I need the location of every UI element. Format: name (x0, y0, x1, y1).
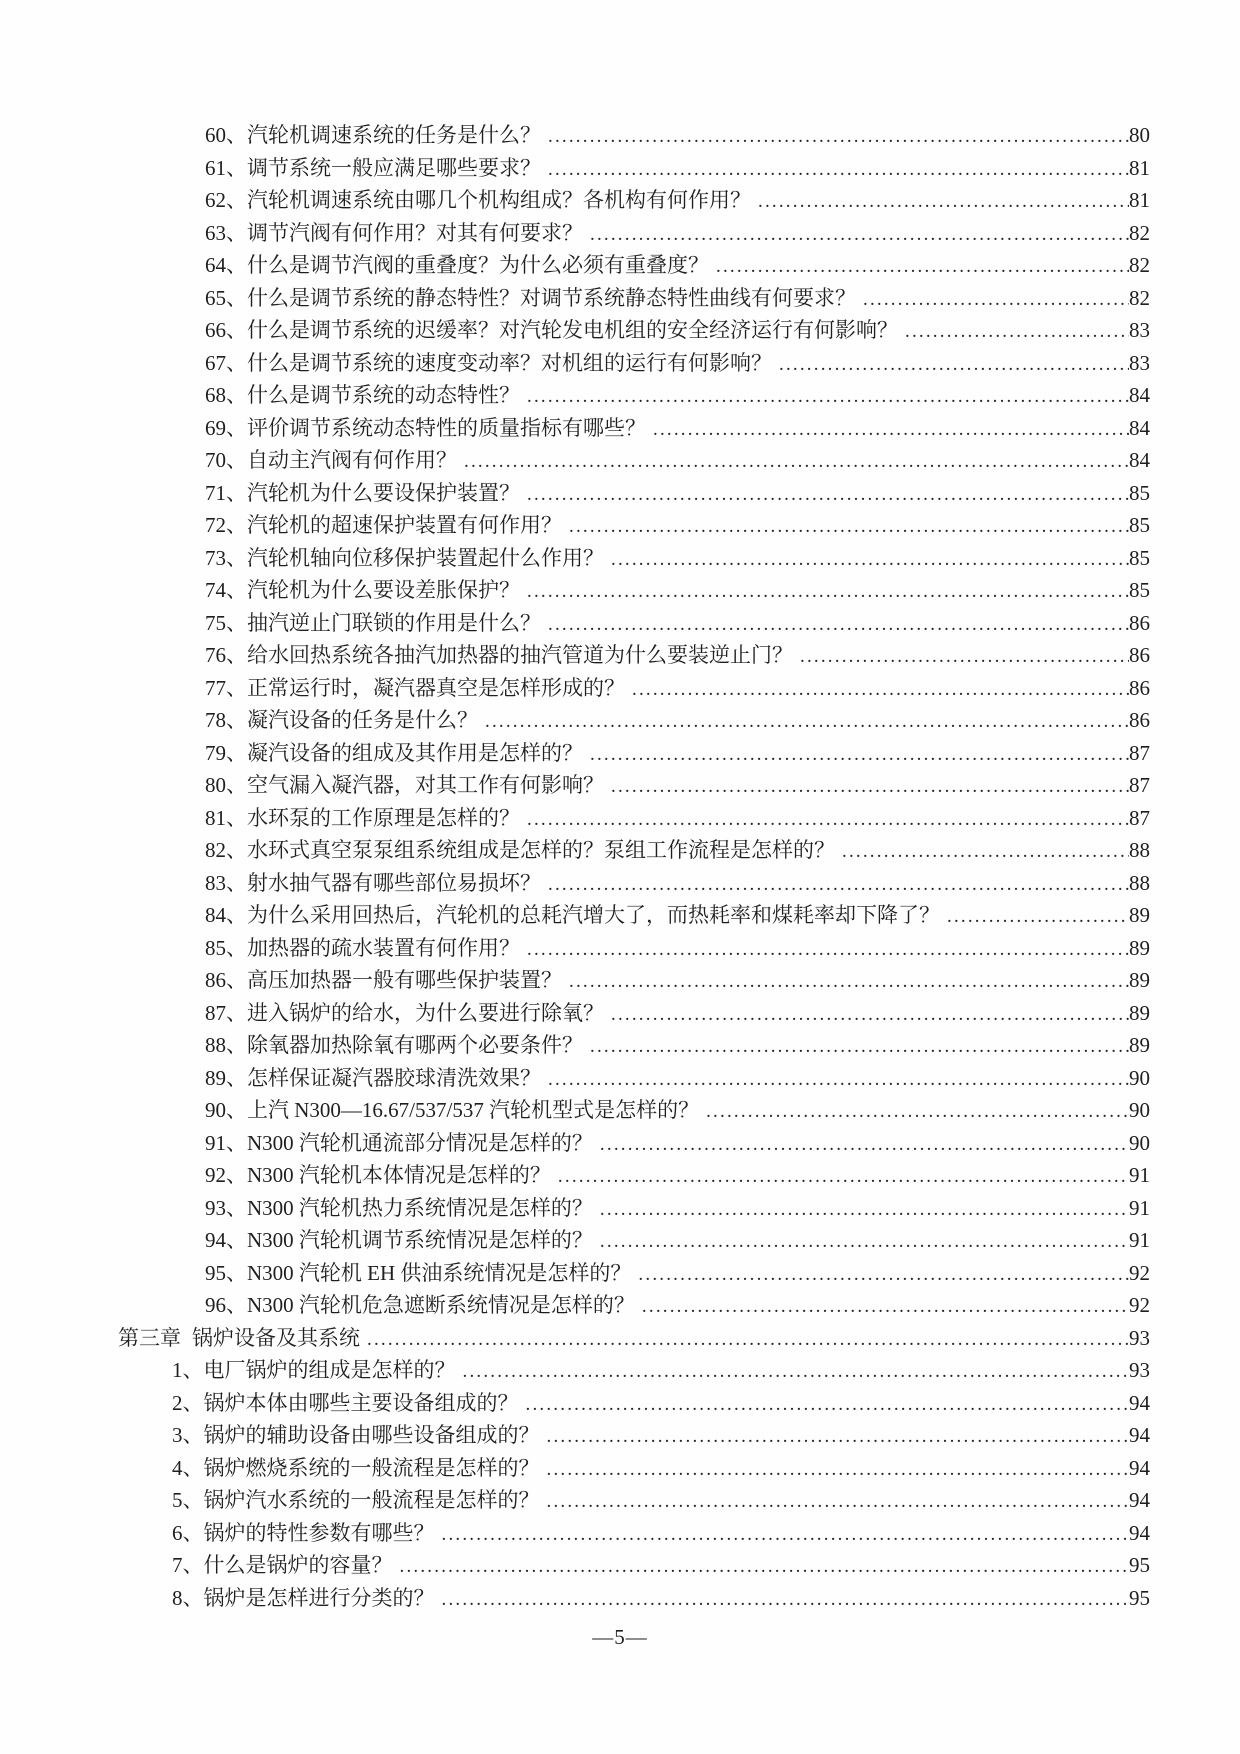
toc-entry-title: 高压加热器一般有哪些保护装置？ (247, 968, 562, 992)
toc-entry-title: N300 汽轮机调节系统情况是怎样的？ (247, 1228, 593, 1252)
toc-entry-page-number: 83 (1129, 350, 1150, 375)
toc-entry-number: 75、 (205, 610, 247, 635)
toc-entry-title: 锅炉是怎样进行分类的？ (203, 1585, 435, 1610)
toc-entry[interactable] (0, 119, 1240, 152)
dotted-leader (604, 771, 1129, 804)
toc-entry-page-number: 89 (1129, 968, 1150, 992)
toc-entry-title: 加热器的疏水装置有何作用？ (247, 935, 520, 960)
toc-entry-page-number: 89 (1129, 903, 1150, 927)
toc-entry-number: 74、 (205, 578, 247, 602)
toc-entry[interactable] (0, 542, 1240, 575)
dotted-leader (699, 1096, 1129, 1129)
toc-entry-page-number: 82 (1129, 220, 1150, 245)
dotted-leader (940, 901, 1129, 934)
toc-entry-page-number: 92 (1129, 1260, 1150, 1285)
toc-entry-number: 73、 (205, 545, 247, 570)
toc-entry-number: 65、 (205, 285, 247, 310)
toc-entry-title: 锅炉本体由哪些主要设备组成的？ (203, 1390, 519, 1415)
dotted-leader (772, 349, 1129, 382)
toc-entry-title: 什么是锅炉的容量？ (203, 1553, 393, 1577)
toc-entry[interactable] (0, 379, 1240, 412)
toc-entry-number: 85、 (205, 935, 247, 960)
toc-entry-number: 第三章 (118, 1325, 181, 1350)
toc-entry-page-number: 87 (1129, 773, 1150, 797)
toc-entry[interactable] (0, 347, 1240, 380)
toc-entry-page-number: 86 (1129, 675, 1150, 700)
toc-entry-page-number: 94 (1129, 1390, 1150, 1415)
toc-entry-number: 91、 (205, 1130, 247, 1155)
toc-entry-number: 60、 (205, 123, 247, 147)
toc-entry[interactable] (0, 1354, 1240, 1387)
dotted-leader (540, 1454, 1130, 1487)
dotted-leader (520, 479, 1129, 512)
toc-entry-number: 78、 (205, 708, 247, 732)
dotted-leader (898, 316, 1129, 349)
toc-entry-page-number: 91 (1129, 1228, 1150, 1252)
toc-entry-number: 61、 (205, 155, 247, 180)
toc-entry-title: 正常运行时，凝汽器真空是怎样形成的？ (247, 675, 625, 700)
toc-entry-title: 水环泵的工作原理是怎样的？ (247, 805, 520, 830)
toc-entry-title: 锅炉的辅助设备由哪些设备组成的？ (203, 1423, 540, 1447)
toc-entry-title: 什么是调节系统的速度变动率？对机组的运行有何影响？ (247, 350, 772, 375)
toc-entry-page-number: 80 (1129, 123, 1150, 147)
toc-entry-title: 锅炉设备及其系统 (192, 1325, 360, 1350)
toc-entry-page-number: 93 (1129, 1325, 1150, 1350)
toc-entry-title: N300 汽轮机危急遮断系统情况是怎样的？ (247, 1293, 635, 1317)
dotted-leader (540, 1486, 1130, 1519)
toc-entry-number: 6、 (172, 1520, 204, 1545)
toc-entry[interactable] (0, 802, 1240, 835)
toc-entry-page-number: 95 (1129, 1553, 1150, 1577)
toc-entry-page-number: 81 (1129, 188, 1150, 212)
toc-entry[interactable] (0, 867, 1240, 900)
toc-entry[interactable] (0, 1029, 1240, 1062)
toc-entry-number: 1、 (172, 1358, 204, 1382)
dotted-leader (604, 544, 1129, 577)
toc-entry[interactable] (0, 1419, 1240, 1452)
toc-entry-title: 什么是调节汽阀的重叠度？为什么必须有重叠度？ (247, 253, 709, 277)
toc-entry[interactable] (0, 1094, 1240, 1127)
dotted-leader (562, 966, 1129, 999)
toc-entry-title: 为什么采用回热后，汽轮机的总耗汽增大了，而热耗率和煤耗率却下降了？ (247, 903, 940, 927)
toc-entry-page-number: 90 (1129, 1130, 1150, 1155)
dotted-leader (635, 1291, 1129, 1324)
toc-entry[interactable] (0, 444, 1240, 477)
toc-entry-title: 水环式真空泵泵组系统组成是怎样的？泵组工作流程是怎样的？ (247, 838, 835, 862)
dotted-leader (583, 219, 1129, 252)
toc-entry-number: 80、 (205, 773, 247, 797)
toc-chapter-entry[interactable] (0, 1322, 1240, 1355)
toc-entry-title: 抽汽逆止门联锁的作用是什么？ (247, 610, 541, 635)
toc-entry-page-number: 91 (1129, 1195, 1150, 1220)
toc-entry[interactable] (0, 412, 1240, 445)
toc-entry-number: 68、 (205, 383, 247, 407)
toc-entry-number: 67、 (205, 350, 247, 375)
toc-entry-page-number: 86 (1129, 643, 1150, 667)
toc-entry-page-number: 85 (1129, 578, 1150, 602)
toc-entry-title: 汽轮机的超速保护装置有何作用？ (247, 513, 562, 537)
toc-entry-page-number: 86 (1129, 610, 1150, 635)
toc-entry-page-number: 92 (1129, 1293, 1150, 1317)
dotted-leader (541, 609, 1129, 642)
toc-entry[interactable] (0, 964, 1240, 997)
toc-entry-number: 76、 (205, 643, 247, 667)
toc-entry-page-number: 85 (1129, 480, 1150, 505)
toc-entry[interactable] (0, 1289, 1240, 1322)
dotted-leader (583, 739, 1129, 772)
dotted-leader (540, 1421, 1130, 1454)
toc-entry-title: 什么是调节系统的迟缓率？对汽轮发电机组的安全经济运行有何影响？ (247, 318, 898, 342)
toc-entry[interactable] (0, 282, 1240, 315)
toc-entry-number: 5、 (172, 1488, 204, 1512)
toc-entry-page-number: 84 (1129, 415, 1150, 440)
toc-entry-title: 评价调节系统动态特性的质量指标有哪些？ (247, 415, 646, 440)
toc-entry-title: 什么是调节系统的动态特性？ (247, 383, 520, 407)
toc-entry-title: 给水回热系统各抽汽加热器的抽汽管道为什么要装逆止门？ (247, 643, 793, 667)
dotted-leader (541, 154, 1129, 187)
toc-entry-page-number: 93 (1129, 1358, 1150, 1382)
dotted-leader (625, 674, 1129, 707)
dotted-leader (551, 1161, 1129, 1194)
toc-entry-title: 怎样保证凝汽器胶球清洗效果？ (247, 1065, 541, 1090)
toc-entry-number: 2、 (172, 1390, 204, 1415)
toc-entry-page-number: 84 (1129, 383, 1150, 407)
toc-entry-title: 自动主汽阀有何作用？ (247, 448, 457, 472)
toc-entry[interactable] (0, 477, 1240, 510)
toc-entry[interactable] (0, 314, 1240, 347)
toc-entry-number: 79、 (205, 740, 247, 765)
toc-entry-number: 4、 (172, 1455, 204, 1480)
dotted-leader (593, 1194, 1129, 1227)
page-footer-number: —5— (592, 1625, 648, 1649)
toc-entry-number: 93、 (205, 1195, 247, 1220)
toc-entry-number: 62、 (205, 188, 247, 212)
dotted-leader (435, 1519, 1130, 1552)
dotted-leader (541, 121, 1129, 154)
toc-entry-page-number: 88 (1129, 870, 1150, 895)
toc-entry[interactable] (0, 1192, 1240, 1225)
toc-entry-title: N300 汽轮机本体情况是怎样的？ (247, 1163, 551, 1187)
toc-entry[interactable] (0, 1062, 1240, 1095)
toc-entry[interactable] (0, 509, 1240, 542)
dotted-leader (393, 1551, 1130, 1584)
toc-entry[interactable] (0, 1517, 1240, 1550)
toc-entry[interactable] (0, 574, 1240, 607)
toc-entry-number: 84、 (205, 903, 247, 927)
dotted-leader (435, 1584, 1130, 1617)
toc-entry-number: 90、 (205, 1098, 247, 1122)
toc-entry-number: 8、 (172, 1585, 204, 1610)
toc-entry[interactable] (0, 1224, 1240, 1257)
toc-entry-number: 70、 (205, 448, 247, 472)
toc-entry[interactable] (0, 217, 1240, 250)
toc-entry-title: 凝汽设备的组成及其作用是怎样的？ (247, 740, 583, 765)
dotted-leader (520, 934, 1129, 967)
toc-entry-title: 锅炉的特性参数有哪些？ (203, 1520, 435, 1545)
toc-entry[interactable] (0, 704, 1240, 737)
toc-entry-number: 72、 (205, 513, 247, 537)
toc-entry[interactable] (0, 607, 1240, 640)
toc-entry-title: 汽轮机调速系统的任务是什么？ (247, 123, 541, 147)
dotted-leader (456, 1356, 1130, 1389)
toc-entry-number: 89、 (205, 1065, 247, 1090)
dotted-leader (646, 414, 1129, 447)
toc-entry-number: 63、 (205, 220, 247, 245)
toc-entry-page-number: 94 (1129, 1423, 1150, 1447)
toc-entry-title: 射水抽气器有哪些部位易损坏？ (247, 870, 541, 895)
toc-entry-number: 66、 (205, 318, 247, 342)
toc-entry-title: 进入锅炉的给水，为什么要进行除氧？ (247, 1000, 604, 1025)
toc-entry-page-number: 82 (1129, 253, 1150, 277)
dotted-leader (856, 284, 1129, 317)
toc-entry[interactable] (0, 899, 1240, 932)
toc-entry[interactable] (0, 1582, 1240, 1615)
toc-entry[interactable] (0, 1484, 1240, 1517)
toc-entry[interactable] (0, 932, 1240, 965)
toc-entry-title: 上汽 N300—16.67/537/537 汽轮机型式是怎样的？ (247, 1098, 700, 1122)
toc-entry-page-number: 87 (1129, 740, 1150, 765)
toc-entry-title: 凝汽设备的任务是什么？ (247, 708, 478, 732)
toc-entry-page-number: 83 (1129, 318, 1150, 342)
toc-entry-number: 69、 (205, 415, 247, 440)
toc-entry-title: 汽轮机为什么要设保护装置？ (247, 480, 520, 505)
toc-entry-page-number: 95 (1129, 1585, 1150, 1610)
toc-entry-page-number: 81 (1129, 155, 1150, 180)
dotted-leader (520, 576, 1129, 609)
toc-entry[interactable] (0, 1159, 1240, 1192)
toc-entry-page-number: 82 (1129, 285, 1150, 310)
toc-entry-page-number: 85 (1129, 545, 1150, 570)
dotted-leader (541, 1064, 1129, 1097)
dotted-leader (541, 869, 1129, 902)
toc-entry[interactable] (0, 1387, 1240, 1420)
toc-entry-page-number: 89 (1129, 1000, 1150, 1025)
toc-entry[interactable] (0, 737, 1240, 770)
dotted-leader (793, 641, 1129, 674)
dotted-leader (478, 706, 1129, 739)
toc-entry[interactable] (0, 997, 1240, 1030)
toc-entry[interactable] (0, 639, 1240, 672)
dotted-leader (631, 1259, 1129, 1292)
toc-entry-number: 94、 (205, 1228, 247, 1252)
toc-entry-number: 3、 (172, 1423, 204, 1447)
toc-entry-page-number: 94 (1129, 1520, 1150, 1545)
toc-entry-number: 81、 (205, 805, 247, 830)
dotted-leader (457, 446, 1129, 479)
toc-entry-title: 汽轮机调速系统由哪几个机构组成？各机构有何作用？ (247, 188, 751, 212)
toc-entry-page-number: 88 (1129, 838, 1150, 862)
toc-entry[interactable] (0, 1549, 1240, 1582)
toc-entry-page-number: 90 (1129, 1098, 1150, 1122)
toc-entry[interactable] (0, 672, 1240, 705)
dotted-leader (835, 836, 1129, 869)
dotted-leader (583, 1031, 1129, 1064)
toc-entry[interactable] (0, 1452, 1240, 1485)
toc-entry-page-number: 94 (1129, 1488, 1150, 1512)
toc-entry-number: 7、 (172, 1553, 204, 1577)
toc-entry-number: 96、 (205, 1293, 247, 1317)
toc-entry-page-number: 87 (1129, 805, 1150, 830)
toc-entry-page-number: 90 (1129, 1065, 1150, 1090)
dotted-leader (751, 186, 1129, 219)
toc-entry-number: 82、 (205, 838, 247, 862)
toc-entry-number: 95、 (205, 1260, 247, 1285)
toc-entry-number: 88、 (205, 1033, 247, 1057)
toc-entry-page-number: 89 (1129, 935, 1150, 960)
toc-entry[interactable] (0, 834, 1240, 867)
toc-entry-title: N300 汽轮机 EH 供油系统情况是怎样的？ (247, 1260, 632, 1285)
dotted-leader (709, 251, 1129, 284)
toc-entry-number: 71、 (205, 480, 247, 505)
dotted-leader (593, 1226, 1129, 1259)
toc-entry-page-number: 94 (1129, 1455, 1150, 1480)
toc-entry-title: 电厂锅炉的组成是怎样的？ (203, 1358, 456, 1382)
toc-entry[interactable] (0, 1257, 1240, 1290)
toc-entry-title: 汽轮机为什么要设差胀保护？ (247, 578, 520, 602)
toc-entry[interactable] (0, 152, 1240, 185)
toc-entry[interactable] (0, 184, 1240, 217)
toc-entry-number: 87、 (205, 1000, 247, 1025)
toc-entry-number: 86、 (205, 968, 247, 992)
dotted-leader (562, 511, 1129, 544)
toc-entry-page-number: 91 (1129, 1163, 1150, 1187)
toc-entry-title: N300 汽轮机热力系统情况是怎样的？ (247, 1195, 593, 1220)
toc-entry[interactable] (0, 1127, 1240, 1160)
toc-list (0, 119, 1240, 1614)
toc-entry-page-number: 85 (1129, 513, 1150, 537)
toc-entry-number: 64、 (205, 253, 247, 277)
dotted-leader (520, 381, 1129, 414)
toc-entry-title: 锅炉燃烧系统的一般流程是怎样的？ (203, 1455, 540, 1480)
toc-entry[interactable] (0, 769, 1240, 802)
toc-entry-page-number: 84 (1129, 448, 1150, 472)
dotted-leader (519, 1389, 1130, 1422)
toc-entry-number: 83、 (205, 870, 247, 895)
toc-entry-title: 除氧器加热除氧有哪两个必要条件？ (247, 1033, 583, 1057)
toc-entry-title: 调节系统一般应满足哪些要求？ (247, 155, 541, 180)
toc-entry-title: N300 汽轮机通流部分情况是怎样的？ (247, 1130, 593, 1155)
toc-entry-title: 空气漏入凝汽器，对其工作有何影响？ (247, 773, 604, 797)
dotted-leader (604, 999, 1129, 1032)
dotted-leader (593, 1129, 1129, 1162)
toc-entry-page-number: 89 (1129, 1033, 1150, 1057)
toc-entry-number: 77、 (205, 675, 247, 700)
toc-entry[interactable] (0, 249, 1240, 282)
toc-entry-number: 92、 (205, 1163, 247, 1187)
dotted-leader (520, 804, 1129, 837)
toc-entry-title: 锅炉汽水系统的一般流程是怎样的？ (203, 1488, 540, 1512)
toc-entry-page-number: 86 (1129, 708, 1150, 732)
toc-entry-title: 什么是调节系统的静态特性？对调节系统静态特性曲线有何要求？ (247, 285, 856, 310)
dotted-leader (360, 1324, 1129, 1357)
toc-entry-title: 汽轮机轴向位移保护装置起什么作用？ (247, 545, 604, 570)
toc-entry-title: 调节汽阀有何作用？对其有何要求？ (247, 220, 583, 245)
